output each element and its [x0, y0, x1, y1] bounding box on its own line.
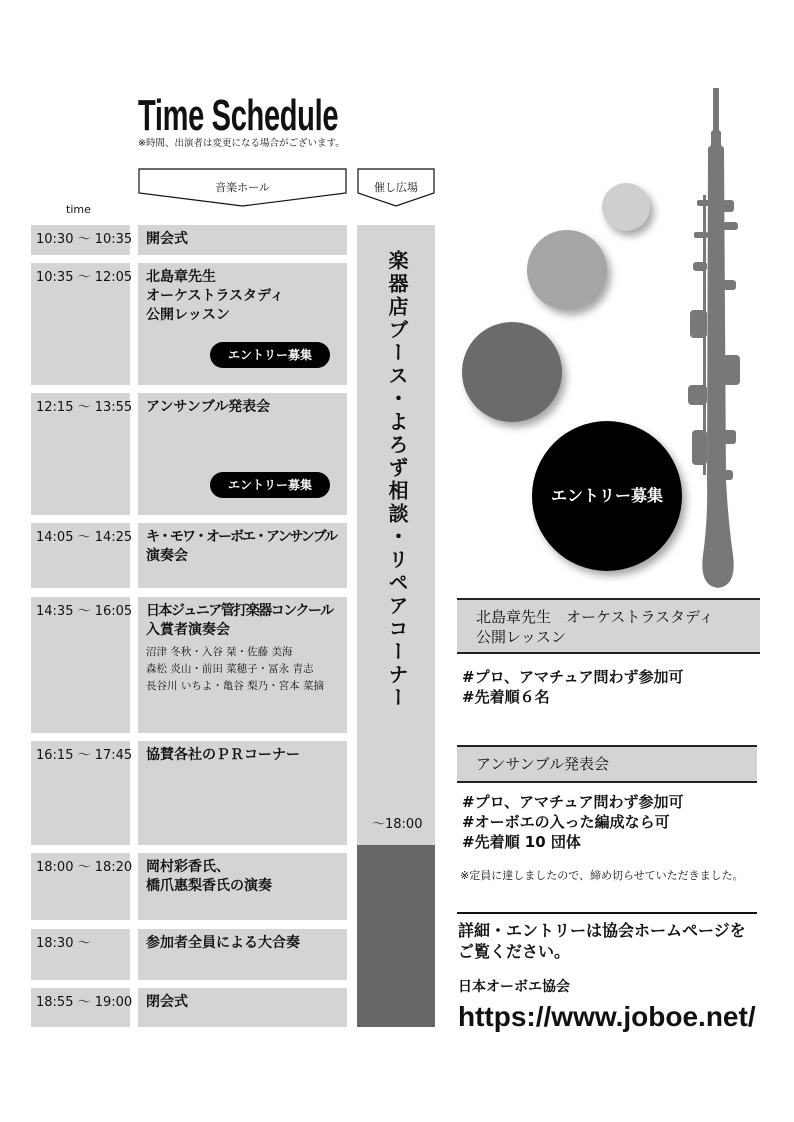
time-cell [31, 929, 130, 980]
time-cell [31, 597, 133, 733]
time-range: 12:15 ～ 13:55 [36, 400, 133, 415]
program-grand-ensemble [138, 929, 347, 980]
ensemble-note: #オーボエの入った編成なら可 [462, 813, 670, 831]
time-range: 18:00 ～ 18:20 [36, 860, 133, 875]
entry-badge: エントリー募集 [210, 472, 330, 498]
entry-bubble-label: エントリー募集 [550, 486, 663, 505]
lesson-note: #プロ、アマチュア問わず参加可 [462, 668, 684, 686]
program-opening [138, 225, 347, 255]
time-range: 10:35 ～ 12:05 [36, 270, 133, 285]
program-title: 日本ジュニア管打楽器コンクール [146, 603, 333, 619]
program-title: アンサンブル発表会 [146, 399, 271, 415]
decor-circle-small [602, 183, 650, 231]
website-url[interactable]: https://www.joboe.net/ [458, 1001, 756, 1032]
time-cell [31, 853, 133, 920]
time-range: 14:35 ～ 16:05 [36, 604, 133, 619]
program-closing [138, 988, 347, 1027]
page-title: Time Schedule [138, 91, 339, 140]
time-cell [31, 263, 133, 385]
program-junior-competition [138, 597, 347, 733]
time-range: 10:30 ～ 10:35 [36, 232, 133, 247]
decor-circle-large [462, 322, 562, 422]
time-range: 18:30 ～ [36, 936, 91, 951]
time-cell [31, 523, 133, 588]
performer-line: 長谷川 いちよ・亀谷 梨乃・宮本 菜摘 [146, 680, 325, 692]
program-title: 参加者全員による大合奏 [146, 935, 300, 951]
details-text [458, 920, 746, 962]
performer-line: 沼津 冬秋・入谷 栞・佐藤 美海 [146, 646, 293, 658]
ensemble-info-heading [457, 745, 757, 783]
performer-line: 森松 炎山・前田 菜穂子・冨永 青志 [146, 663, 314, 675]
lesson-notes [462, 667, 684, 707]
time-column-label: time [66, 203, 91, 216]
entry-badge: エントリー募集 [210, 342, 330, 368]
plaza-closed-block [357, 845, 435, 1027]
program-title: 入賞者演奏会 [146, 622, 230, 638]
time-range: 14:05 ～ 14:25 [36, 530, 133, 545]
program-title: 橋爪惠梨香氏の演奏 [146, 878, 272, 894]
program-sponsor-pr [138, 741, 347, 845]
plaza-end-time: ～18:00 [372, 817, 423, 832]
oboe-icon [680, 85, 750, 595]
program-title: オーケストラスタディ [146, 288, 284, 304]
program-ensemble [138, 393, 347, 515]
program-title: 閉会式 [146, 994, 188, 1010]
lesson-heading-line: 北島章先生 オーケストラスタディ [476, 608, 714, 626]
ensemble-note: #先着順 10 団体 [462, 833, 581, 851]
program-lesson [138, 263, 347, 385]
time-cell [31, 988, 133, 1027]
details-line: ご覧ください。 [458, 942, 571, 961]
ensemble-closed-note: ※定員に達しましたので、締め切らせていただきました。 [460, 869, 744, 882]
lesson-heading-line: 公開レッスン [476, 628, 566, 646]
program-title: 開会式 [146, 231, 188, 247]
program-title: キ・モワ・オーボエ・アンサンブル [146, 529, 337, 545]
program-title: 北島章先生 [146, 269, 216, 285]
entry-bubble [532, 421, 682, 571]
program-title: 協賛各社のＰＲコーナー [146, 747, 300, 763]
lesson-note: #先着順６名 [462, 688, 550, 706]
divider [457, 912, 757, 914]
time-range: 18:55 ～ 19:00 [36, 995, 133, 1010]
organization-name: 日本オーボエ協会 [458, 979, 570, 995]
program-title: 演奏会 [146, 548, 188, 564]
program-title: 岡村彩香氏、 [146, 859, 230, 875]
hall-header: 音楽ホール [215, 181, 270, 194]
plaza-label: 楽器店ブース・よろず相談・リペアコーナー [385, 250, 409, 710]
ensemble-note: #プロ、アマチュア問わず参加可 [462, 793, 684, 811]
program-title: 公開レッスン [146, 307, 230, 323]
details-line: 詳細・エントリーは協会ホームページを [458, 921, 746, 940]
time-cell [31, 393, 133, 515]
time-cell [31, 741, 133, 845]
time-range: 16:15 ～ 17:45 [36, 748, 133, 763]
schedule-notice: ※時間、出演者は変更になる場合がございます。 [138, 138, 345, 149]
lesson-info-heading [457, 598, 760, 654]
plaza-header: 催し広場 [374, 181, 418, 194]
decor-circle-medium [527, 230, 607, 310]
ensemble-notes [462, 792, 684, 852]
performer-list [146, 644, 343, 695]
program-oboe-ensemble [138, 523, 347, 588]
time-cell [31, 225, 133, 255]
ensemble-heading: アンサンブル発表会 [476, 755, 610, 773]
program-guest-performance [138, 853, 347, 920]
